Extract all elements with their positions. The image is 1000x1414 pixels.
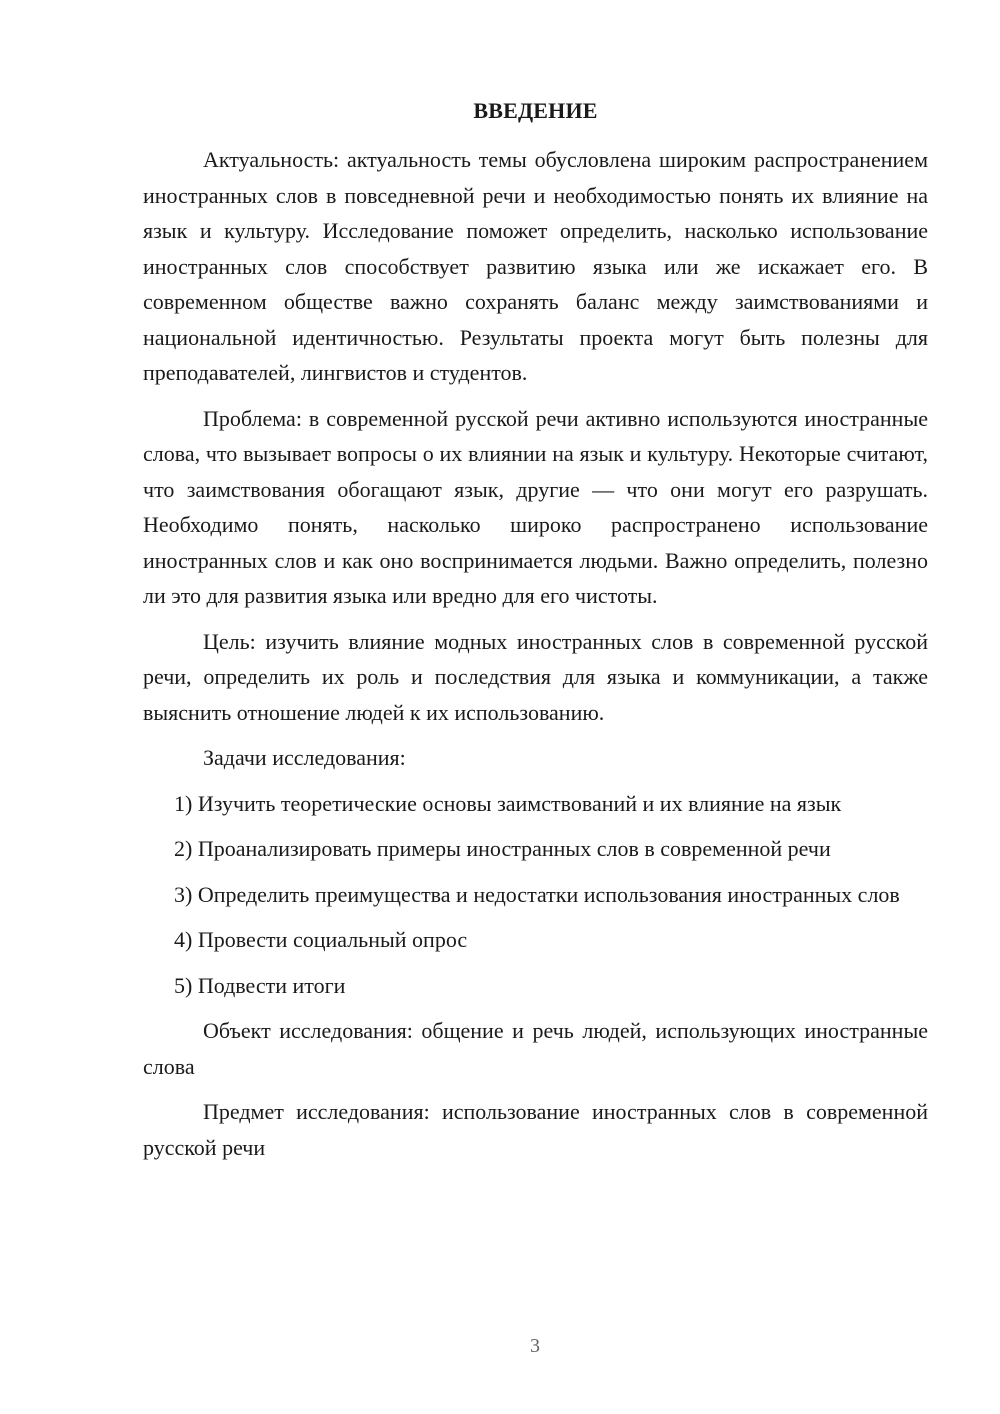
task-item-1: 1) Изучить теоретические основы заимствований и их влияние на язык [174, 790, 842, 816]
section-title: ВВЕДЕНИЕ [473, 98, 598, 123]
object-paragraph: Объект исследования: общение и речь людей, использующих иностранные слова [143, 1018, 928, 1079]
document-body [143, 142, 928, 1175]
task-item-5: 5) Подвести итоги [174, 972, 346, 998]
task-item-2: 2) Проанализировать примеры иностранных слов в современной речи [174, 836, 831, 861]
goal-paragraph: Цель: изучить влияние модных иностранных слов в современной русской речи, определить их роль и последствия для языка и коммуникации, а также выяснить отношение людей к их использованию. [143, 628, 928, 725]
task-item-4: 4) Провести социальный опрос [174, 927, 468, 952]
relevance-paragraph: Актуальность: актуальность темы обусловлена широким распространением иностранных слов в повседневной речи и необходимостью понять их влияние на язык и культуру. Исследование поможет определить, насколько использование иностранных слов способствует развитию языка или же искажает его. В современном обществе важно сохранять баланс между заимствованиями и национальной идентичностью. Результаты проекта могут быть полезны для преподавателей, лингвистов и студентов. [143, 147, 928, 385]
subject-paragraph: Предмет исследования: использование иностранных слов в современной русской речи [143, 1099, 928, 1160]
problem-paragraph: Проблема: в современной русской речи активно используются иностранные слова, что вызывает вопросы о их влиянии на язык и культуру. Некоторые считают, что заимствования обогащают язык, другие — что они могут его разрушать. Необходимо понять, насколько широко распространено использование иностранных слов и как оно воспринимается людьми. Важно определить, полезно ли это для развития языка или вредно для его чистоты. [143, 405, 928, 608]
page-number: 3 [530, 1335, 540, 1357]
task-item-3: 3) Определить преимущества и недостатки использования иностранных слов [174, 881, 900, 907]
tasks-heading: Задачи исследования: [203, 745, 406, 770]
